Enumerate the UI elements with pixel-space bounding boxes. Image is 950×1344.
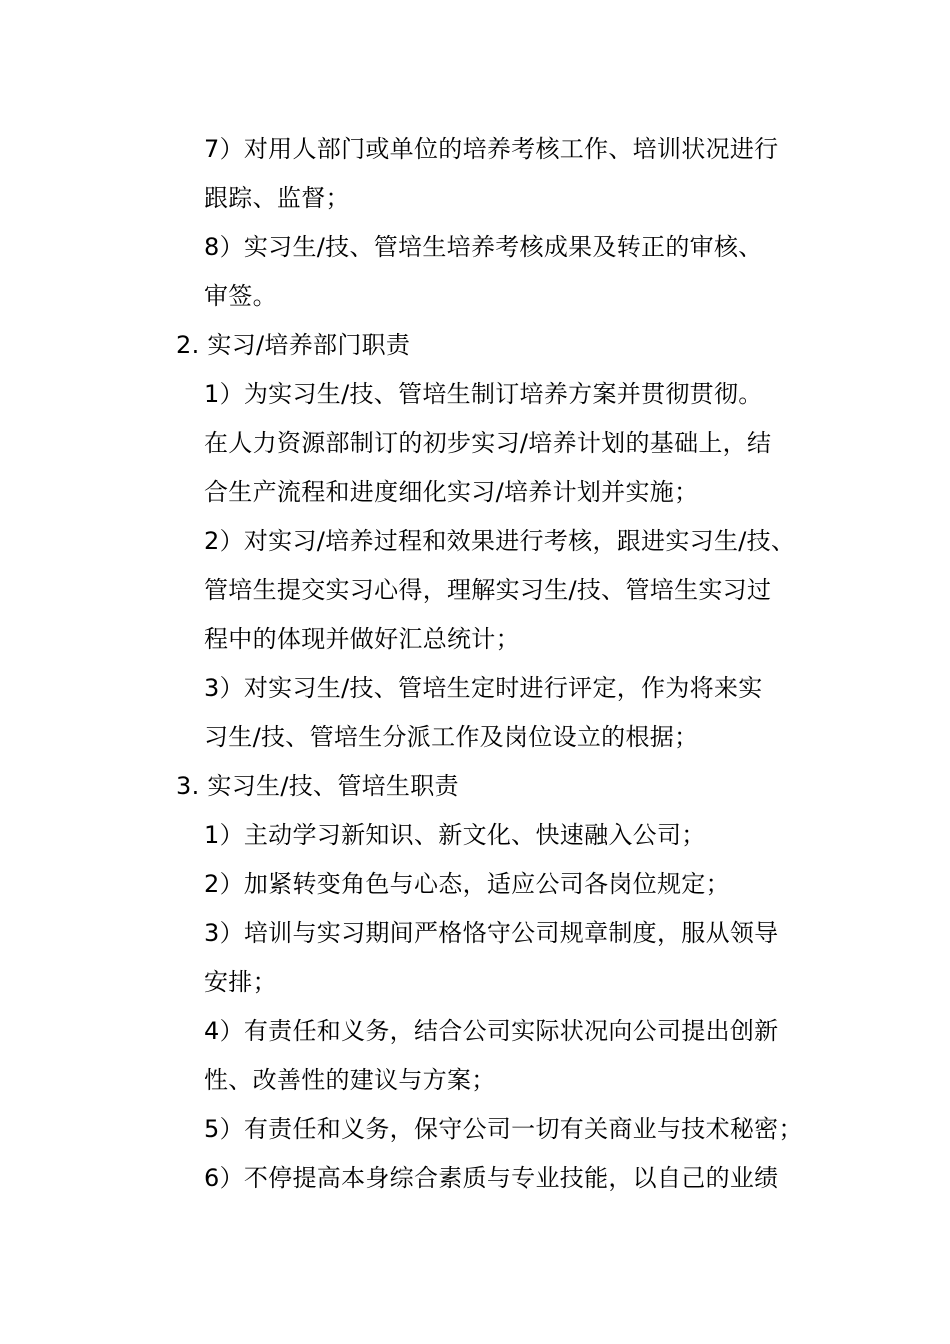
paragraph-line: 8）实习生/技、管培生培养考核成果及转正的审核、 [204,233,763,261]
document-body [176,125,836,1203]
paragraph-line: 合生产流程和进度细化实习/培养计划并实施； [204,478,699,506]
paragraph-line: 1）为实习生/技、管培生制订培养方案并贯彻贯彻。 [204,380,763,408]
paragraph-line: 3）对实习生/技、管培生定时进行评定，作为将来实 [204,674,763,702]
paragraph-line: 管培生提交实习心得，理解实习生/技、管培生实习过 [204,576,772,604]
paragraph-line: 6）不停提高本身综合素质与专业技能，以自己的业绩 [204,1164,779,1192]
paragraph-line: 2）加紧转变角色与心态，适应公司各岗位规定； [204,870,730,898]
paragraph-line: 2）对实习/培养过程和效果进行考核，跟进实习生/技、 [204,527,796,555]
paragraph-line: 4）有责任和义务，结合公司实际状况向公司提出创新 [204,1017,779,1045]
paragraph-line: 5）有责任和义务，保守公司一切有关商业与技术秘密； [204,1115,803,1143]
paragraph-line: 在人力资源部制订的初步实习/培养计划的基础上，结 [204,429,772,457]
paragraph-line: 程中的体现并做好汇总统计； [204,625,520,653]
paragraph-line: 审签。 [204,282,277,310]
paragraph-line: 习生/技、管培生分派工作及岗位设立的根据； [204,723,699,751]
paragraph-line: 性、改善性的建议与方案； [204,1066,496,1094]
paragraph-line: 跟踪、监督； [204,184,350,212]
section-heading: 3. 实习生/技、管培生职责 [176,772,459,800]
paragraph-line: 7）对用人部门或单位的培养考核工作、培训状况进行 [204,135,779,163]
paragraph-line: 3）培训与实习期间严格恪守公司规章制度，服从领导 [204,919,779,947]
paragraph-line: 1）主动学习新知识、新文化、快速融入公司； [204,821,706,849]
paragraph-line: 安排； [204,968,277,996]
section-heading: 2. 实习/培养部门职责 [176,331,411,359]
